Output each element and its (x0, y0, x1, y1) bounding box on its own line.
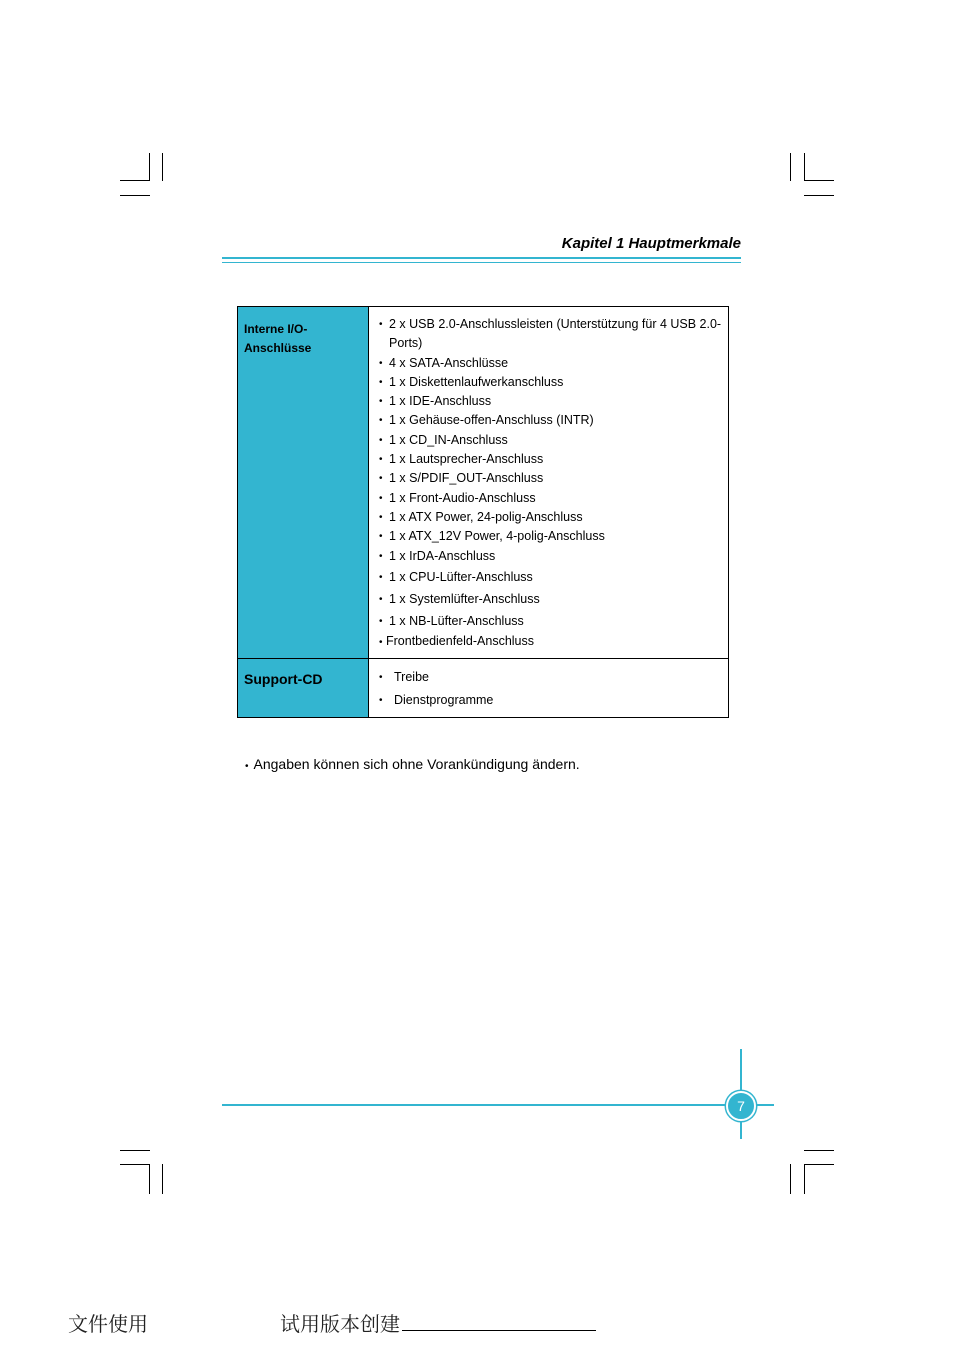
list-item (379, 411, 728, 430)
list-item-text: 1 x Diskettenlaufwerkanschluss (389, 374, 564, 389)
list-item (379, 612, 728, 631)
bullet-icon: • (379, 415, 383, 427)
crop-mark (120, 1164, 150, 1165)
list-item (379, 489, 728, 508)
crop-mark (149, 153, 150, 181)
bullet-icon: • (379, 550, 383, 562)
list-item-text: 1 x Lautsprecher-Anschluss (389, 452, 544, 467)
list-item-text: 2 x USB 2.0-Anschlussleisten (Unterstützung für 4 USB 2.0-Ports) (389, 317, 722, 351)
crop-mark (804, 1150, 834, 1151)
crop-mark (790, 1164, 791, 1194)
disclaimer-note (245, 756, 580, 772)
footer-rule (222, 1104, 774, 1106)
spec-table (237, 306, 729, 718)
spec-label: Interne I/O- Anschlüsse (238, 307, 369, 658)
header-rule-thin (222, 262, 741, 263)
spec-content (369, 659, 728, 717)
list-item (379, 689, 728, 712)
spec-row-internal-io (238, 307, 728, 658)
list-item-text: 1 x ATX_12V Power, 4-polig-Anschluss (389, 529, 605, 544)
crop-mark (162, 1164, 163, 1194)
list-item-text: 1 x CD_IN-Anschluss (389, 432, 508, 447)
list-item (379, 392, 728, 411)
bullet-icon: • (379, 672, 383, 683)
page-number-badge: 7 (726, 1091, 756, 1121)
list-item-text: 1 x Systemlüfter-Anschluss (389, 592, 540, 607)
bullet-icon: • (379, 454, 383, 466)
bullet-icon: • (379, 396, 383, 408)
bullet-icon: • (379, 531, 383, 543)
bullet-icon: • (379, 376, 383, 388)
list-item (379, 508, 728, 527)
crop-mark (804, 1164, 805, 1194)
bullet-icon: • (379, 594, 383, 606)
crop-mark (804, 180, 834, 181)
list-item (379, 450, 728, 469)
list-item-text: 1 x Front-Audio-Anschluss (389, 490, 536, 505)
crop-mark (120, 1150, 150, 1151)
list-item-text: Treibe (394, 670, 429, 684)
list-item (379, 373, 728, 392)
crop-mark (149, 1164, 150, 1194)
bullet-icon: • (379, 695, 383, 706)
list-item (379, 666, 728, 689)
list-item (379, 632, 728, 652)
list-item-text: 1 x S/PDIF_OUT-Anschluss (389, 471, 544, 486)
crop-mark (804, 153, 805, 181)
list-item-text: 1 x IDE-Anschluss (389, 394, 492, 409)
watermark-underline (402, 1330, 596, 1331)
watermark-left: 文件使用 (68, 1312, 148, 1336)
list-item-text: Dienstprogramme (394, 693, 494, 707)
crop-mark (790, 153, 791, 181)
note-text: Angaben können sich ohne Vorankündigung ändern. (253, 756, 580, 772)
spec-content (369, 307, 728, 658)
bullet-icon: • (379, 473, 383, 485)
crop-mark (162, 153, 163, 181)
watermark-right: 试用版本创建 (280, 1312, 400, 1336)
bullet-icon: • (379, 357, 383, 369)
list-item (379, 431, 728, 450)
list-item (379, 568, 728, 587)
crop-mark (804, 195, 834, 196)
list-item-text: 1 x ATX Power, 24-polig-Anschluss (389, 509, 583, 524)
list-item (379, 469, 728, 488)
list-item (379, 590, 728, 609)
spec-list (369, 659, 728, 712)
list-item-text: 1 x NB-Lüfter-Anschluss (389, 614, 524, 629)
bullet-icon: • (379, 492, 383, 504)
list-item-text: 1 x CPU-Lüfter-Anschluss (389, 569, 533, 584)
list-item-text: 1 x Gehäuse-offen-Anschluss (INTR) (389, 413, 594, 428)
spec-label: Support-CD (238, 659, 369, 717)
list-item (379, 547, 728, 566)
crop-mark (120, 180, 150, 181)
list-item-text: 1 x IrDA-Anschluss (389, 548, 496, 563)
list-item (379, 315, 728, 354)
crop-mark (120, 195, 150, 196)
list-item-text: Frontbedienfeld-Anschluss (386, 633, 534, 648)
crop-mark (804, 1164, 834, 1165)
bullet-icon: • (379, 511, 383, 523)
chapter-title: Kapitel 1 Hauptmerkmale (561, 235, 741, 252)
list-item (379, 354, 728, 373)
bullet-icon: • (379, 616, 383, 628)
bullet-icon: • (245, 761, 249, 772)
bullet-icon: • (379, 636, 383, 648)
bullet-icon: • (379, 319, 383, 330)
bullet-icon: • (379, 434, 383, 446)
spec-list (369, 307, 728, 652)
list-item-text: 4 x SATA-Anschlüsse (389, 355, 509, 370)
bullet-icon: • (379, 571, 383, 583)
header-rule (222, 257, 741, 259)
list-item (379, 527, 728, 546)
spec-row-support-cd (238, 658, 728, 717)
